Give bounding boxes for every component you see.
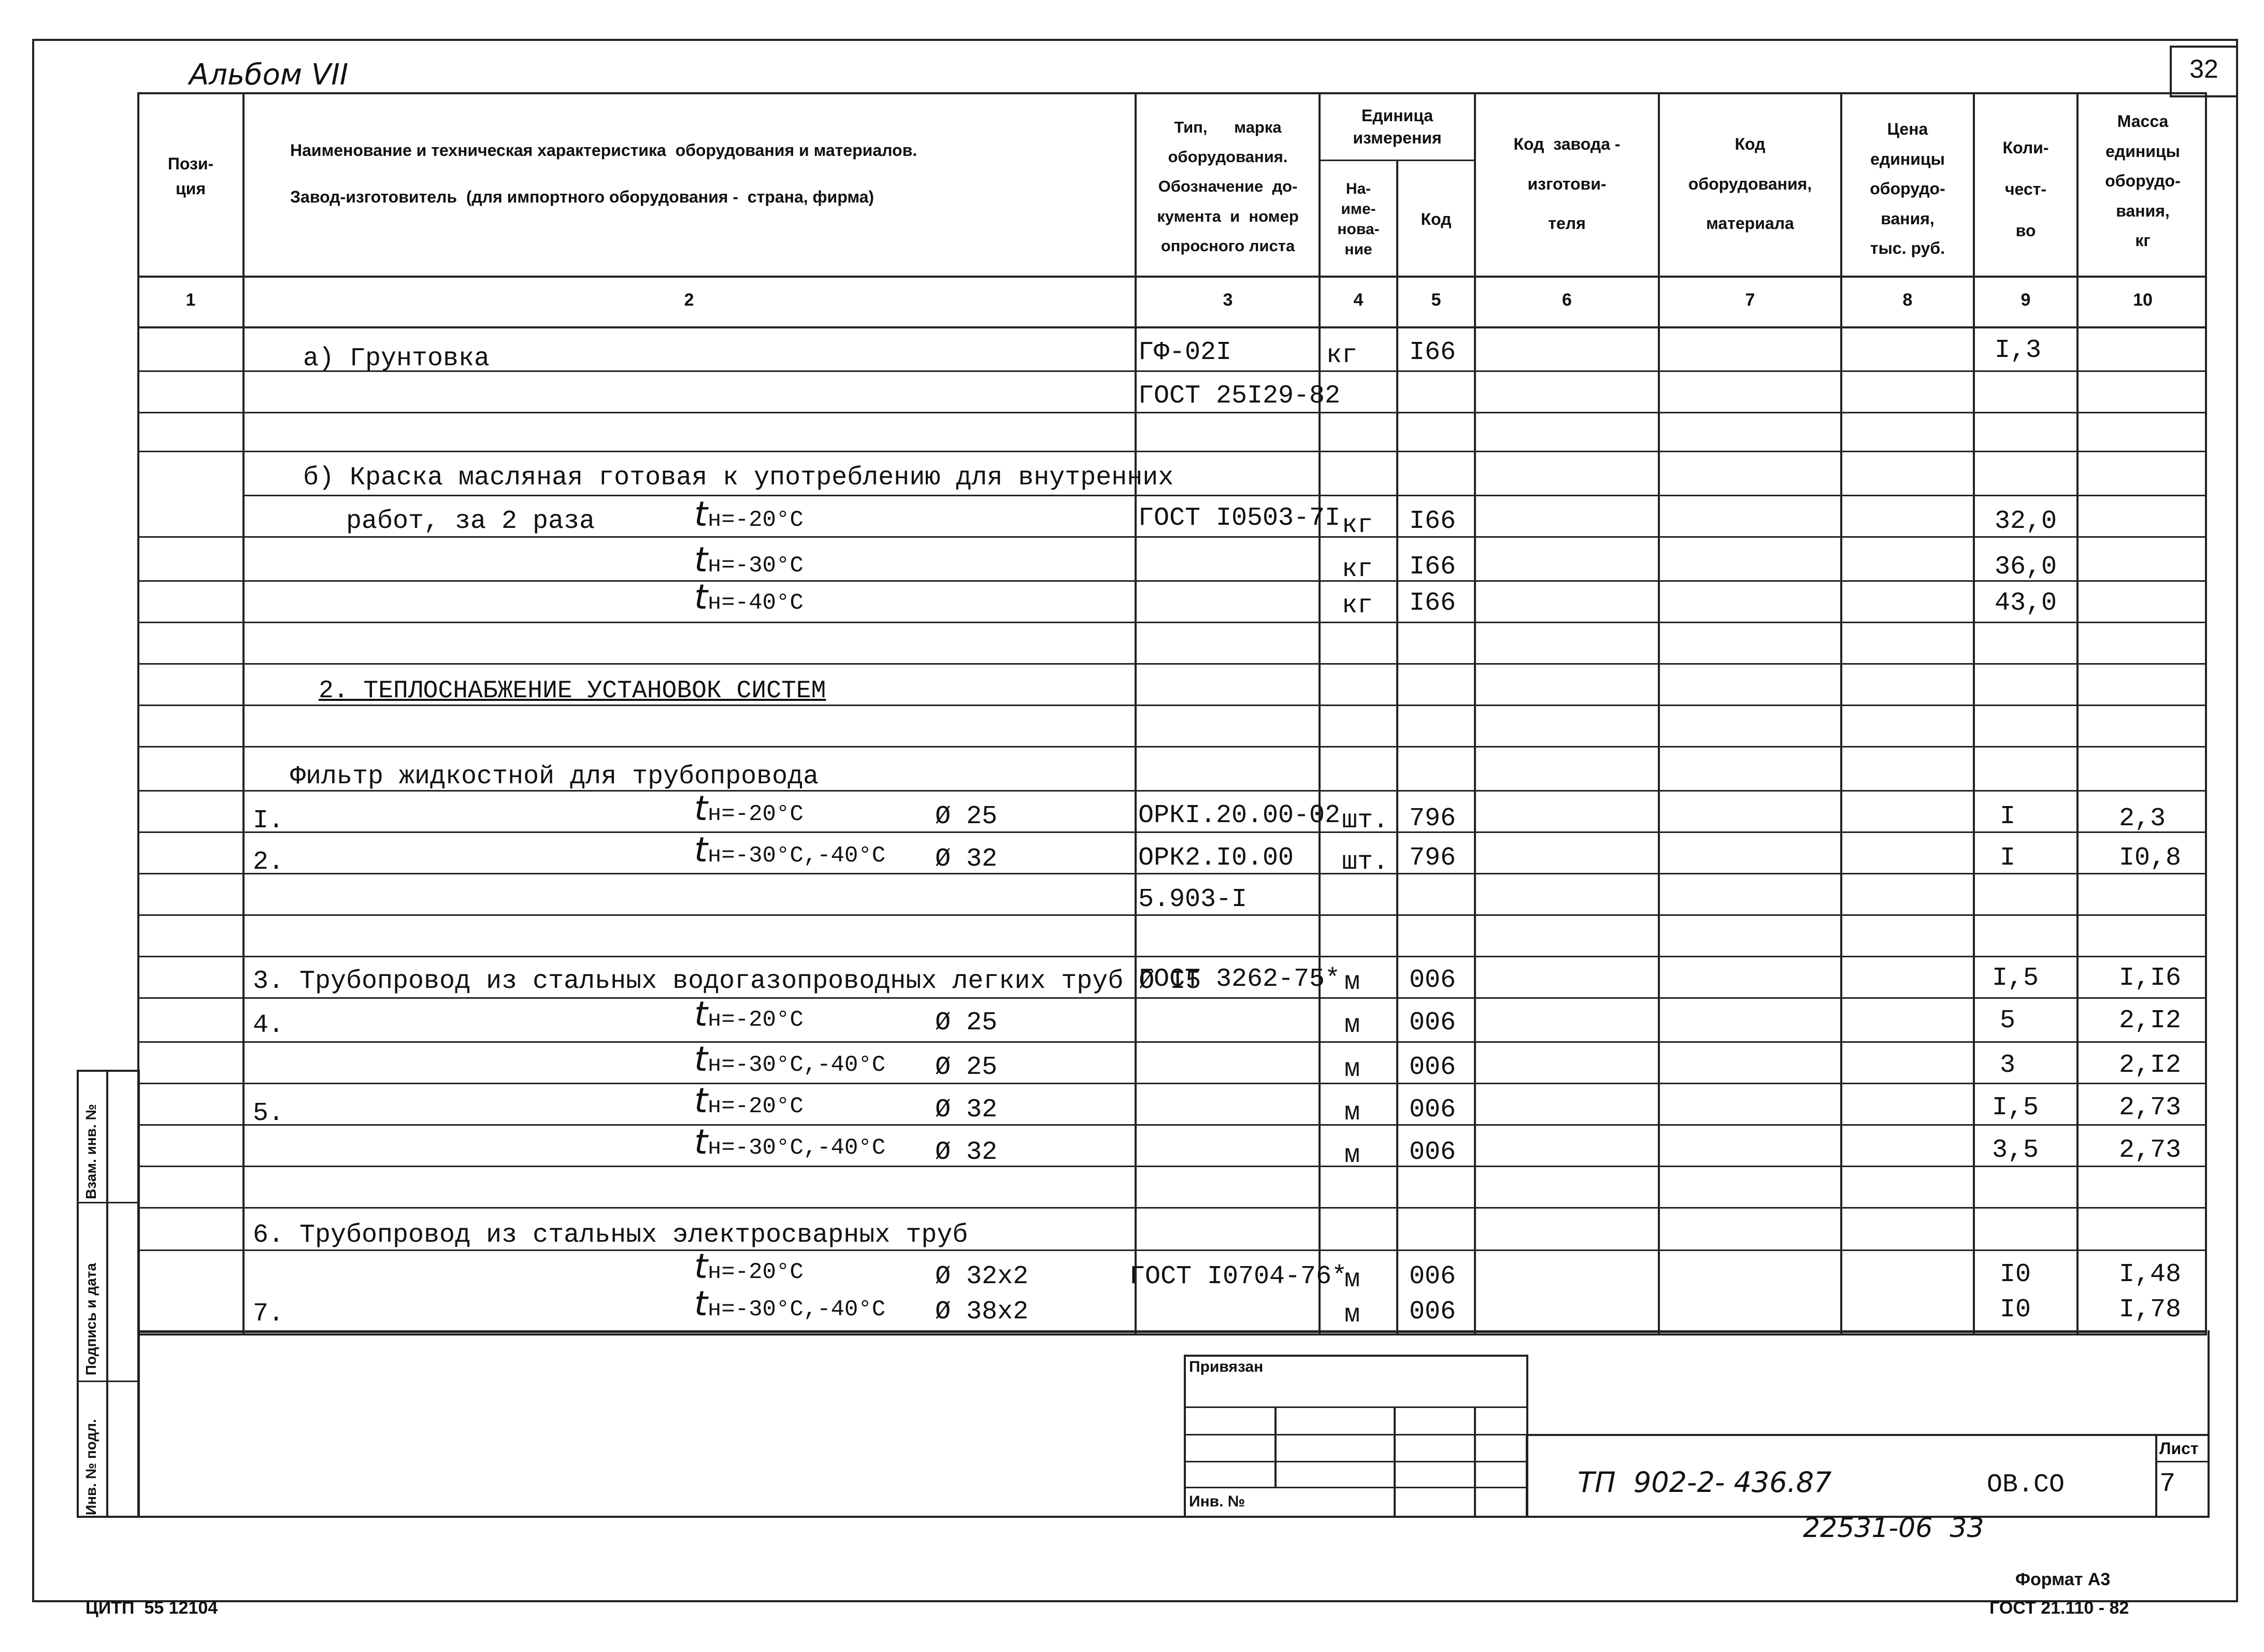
- row13-pos: 4.: [253, 1011, 284, 1040]
- row16-diameter: Ø 32: [935, 1138, 998, 1167]
- row18-unit: м: [1344, 1265, 1360, 1295]
- row-line: [137, 580, 2207, 582]
- row10-mass: I0,8: [2119, 843, 2182, 873]
- colnum-10: 10: [2133, 290, 2153, 310]
- header-name-line1: Наименование и техническая характеристика оборудования и материалов.: [290, 141, 918, 160]
- header-unit-name: На- име- нова- ние: [1337, 180, 1380, 258]
- stamp-line: [1184, 1434, 1528, 1435]
- row12-name: 3. Трубопровод из стальных водогазопроводных легких труб Ø I5: [253, 967, 1201, 996]
- header-type: Тип, марка оборудования. Обозначение до- кумента и номер опросного листа: [1157, 118, 1299, 255]
- row14-unit: м: [1344, 1055, 1360, 1084]
- row16-temp-value: н=-30°С,-40°С: [707, 1135, 886, 1161]
- colnum-7: 7: [1745, 290, 1755, 310]
- row-line: [137, 663, 2207, 665]
- row10-code: 796: [1409, 843, 1456, 873]
- footer-left: ЦИТП 55 12104: [85, 1598, 218, 1618]
- unit-group-line: [1319, 160, 1474, 161]
- row16-unit: м: [1344, 1141, 1360, 1170]
- spec-table: [137, 92, 2207, 1335]
- t-symbol: t: [694, 540, 708, 580]
- row15-temp: [694, 1081, 804, 1121]
- row13-mass: 2,I2: [2119, 1006, 2182, 1036]
- row-line: [137, 1166, 2207, 1167]
- row17-name: 6. Трубопровод из стальных электросварных труб: [253, 1220, 968, 1250]
- row10-unit: шт.: [1342, 847, 1389, 877]
- row14-code: 006: [1409, 1053, 1456, 1082]
- row12-unit: м: [1344, 968, 1360, 997]
- row9-temp: [694, 788, 804, 828]
- row19-temp-value: н=-30°С,-40°С: [707, 1297, 886, 1323]
- header-price: Цена единицы оборудо- вания, тыс. руб.: [1870, 120, 1945, 258]
- row19-qty: I0: [2000, 1295, 2031, 1325]
- row14-diameter: Ø 25: [935, 1053, 998, 1082]
- row-line: [137, 622, 2207, 623]
- col-line-3: [1319, 92, 1321, 1335]
- row14-mass: 2,I2: [2119, 1051, 2182, 1080]
- colnum-bottom-line: [137, 326, 2207, 328]
- row-line: [137, 997, 2207, 999]
- row2-type: ГОСТ 25I29-82: [1138, 381, 1341, 411]
- row-line: [137, 914, 2207, 916]
- album-label: Альбом VII: [189, 58, 349, 92]
- row5-code: I66: [1409, 552, 1456, 582]
- row18-mass: I,48: [2119, 1260, 2182, 1289]
- row-line: [137, 831, 2207, 833]
- side-strip-line: [77, 1202, 140, 1203]
- row14-qty: 3: [2000, 1051, 2016, 1080]
- row15-pos: 5.: [253, 1099, 284, 1128]
- row4-qty: 32,0: [1995, 507, 2057, 536]
- side-label-replaced-inv: Взам. инв. №: [83, 1104, 99, 1199]
- row8-name: Фильтр жидкостной для трубопровода: [290, 762, 819, 792]
- row13-qty: 5: [2000, 1006, 2016, 1036]
- header-unit-group: Единица измерения: [1353, 106, 1442, 147]
- row-line: [137, 412, 2207, 413]
- colnum-3: 3: [1223, 290, 1233, 310]
- row4-temp: [694, 494, 804, 534]
- row15-diameter: Ø 32: [935, 1095, 998, 1125]
- row10-type: ОРК2.I0.00: [1138, 843, 1294, 873]
- row6-temp-value: н=-40°С: [707, 590, 804, 616]
- colnum-4: 4: [1353, 290, 1364, 310]
- t-symbol: t: [694, 788, 708, 828]
- row19-temp: [694, 1284, 886, 1324]
- sheet-number: 7: [2159, 1469, 2176, 1499]
- side-label-inv-original: Инв. № подл.: [83, 1419, 99, 1515]
- row-line: [137, 1041, 2207, 1043]
- header-plant-code: Код завода - изготови- теля: [1513, 134, 1621, 233]
- row6-code: I66: [1409, 588, 1456, 618]
- stamp-vline: [1474, 1406, 1476, 1518]
- col-line-4: [1396, 160, 1398, 1335]
- row18-temp-value: н=-20°С: [707, 1259, 804, 1285]
- row12-code: 006: [1409, 966, 1456, 995]
- sheet-label: Лист: [2159, 1439, 2199, 1458]
- colnum-5: 5: [1431, 290, 1441, 310]
- row16-code: 006: [1409, 1138, 1456, 1167]
- t-symbol: t: [694, 1081, 708, 1121]
- t-symbol: t: [694, 1284, 708, 1324]
- row18-temp: [694, 1246, 804, 1286]
- title-block-divider: [2155, 1434, 2157, 1518]
- row6-unit: кг: [1342, 591, 1373, 621]
- row-line: [137, 956, 2207, 957]
- row15-qty: I,5: [1992, 1093, 2039, 1123]
- doc-code: ТП 902-2- 436.87: [1578, 1466, 1832, 1499]
- side-strip-divider: [106, 1070, 108, 1518]
- row14-temp-value: н=-30°С,-40°С: [707, 1052, 886, 1078]
- row12-mass: I,I6: [2119, 964, 2182, 993]
- page-number: 32: [2189, 54, 2218, 83]
- row18-diameter: Ø 32x2: [935, 1262, 1029, 1291]
- row1-code: I66: [1409, 338, 1456, 367]
- row15-unit: м: [1344, 1098, 1360, 1128]
- row10-diameter: Ø 32: [935, 844, 998, 874]
- inv-no-label: Инв. №: [1189, 1493, 1245, 1510]
- col-line-6: [1658, 92, 1660, 1335]
- row16-mass: 2,73: [2119, 1136, 2182, 1165]
- row13-temp-value: н=-20°С: [707, 1007, 804, 1033]
- stamp-vline: [1394, 1406, 1396, 1518]
- row-line: [137, 746, 2207, 748]
- header-equip-code: Код оборудования, материала: [1688, 134, 1812, 233]
- stamp-line: [1184, 1461, 1528, 1462]
- col-line-9: [2076, 92, 2079, 1335]
- row15-mass: 2,73: [2119, 1093, 2182, 1123]
- row-line: [137, 536, 2207, 538]
- t-symbol: t: [694, 994, 708, 1034]
- t-symbol: t: [694, 1039, 708, 1079]
- row19-diameter: Ø 38x2: [935, 1297, 1029, 1327]
- t-symbol: t: [694, 1122, 708, 1162]
- row5-temp-value: н=-30°С: [707, 553, 804, 579]
- row14-temp: [694, 1039, 886, 1079]
- row-line: [137, 1207, 2207, 1209]
- row4-name: работ, за 2 раза: [346, 507, 595, 536]
- t-symbol: t: [694, 494, 708, 534]
- footer-gost: ГОСТ 21.110 - 82: [1989, 1598, 2129, 1618]
- row1-type: ГФ-02I: [1138, 338, 1232, 367]
- row-line: [137, 1083, 2207, 1084]
- row1-unit: кг: [1326, 341, 1358, 370]
- row10-qty: I: [2000, 843, 2016, 873]
- colnum-9: 9: [2021, 290, 2031, 310]
- row-line: [137, 1124, 2207, 1126]
- row6-temp: [694, 577, 804, 617]
- row9-diameter: Ø 25: [935, 802, 998, 831]
- row12-type: ГОСТ 3262-75*: [1138, 965, 1341, 994]
- row13-code: 006: [1409, 1008, 1456, 1038]
- stamp-vline: [1274, 1406, 1277, 1487]
- title-block-sheet-line: [2155, 1461, 2210, 1462]
- row4-unit: кг: [1342, 511, 1373, 540]
- t-symbol: t: [694, 1246, 708, 1286]
- row10-temp: [694, 830, 886, 870]
- header-mass: Масса единицы оборудо- вания, кг: [2105, 112, 2181, 250]
- row9-qty: I: [2000, 802, 2016, 831]
- row9-mass: 2,3: [2119, 804, 2166, 834]
- col-line-7: [1840, 92, 1842, 1335]
- row19-pos: 7.: [253, 1299, 284, 1329]
- row13-temp: [694, 994, 804, 1034]
- col-line-2: [1135, 92, 1137, 1335]
- row9-unit: шт.: [1342, 806, 1389, 836]
- row5-qty: 36,0: [1995, 552, 2057, 582]
- header-unit-code: Код: [1421, 209, 1452, 228]
- t-symbol: t: [694, 830, 708, 870]
- colnum-2: 2: [684, 290, 694, 310]
- header-position: Пози- ция: [167, 154, 214, 198]
- row4-code: I66: [1409, 507, 1456, 536]
- col-line-8: [1973, 92, 1975, 1335]
- row3-name: б) Краска масляная готовая к употреблению для внутренних: [303, 463, 1174, 493]
- row-line: [137, 873, 2207, 874]
- row12-qty: I,5: [1992, 964, 2039, 993]
- row18-type: ГОСТ I0704-76*: [1129, 1262, 1348, 1291]
- stamp-line: [1184, 1406, 1528, 1408]
- stamp-line: [1184, 1487, 1528, 1488]
- t-symbol: t: [694, 577, 708, 617]
- row9-type: ОРКI.20.00-02: [1138, 801, 1341, 830]
- row18-qty: I0: [2000, 1260, 2031, 1289]
- side-strip-line: [77, 1381, 140, 1382]
- colnum-1: 1: [185, 290, 196, 310]
- privyazan-label: Привязан: [1189, 1358, 1264, 1375]
- row9-pos: I.: [253, 806, 284, 836]
- col-line-5: [1474, 92, 1476, 1335]
- row13-unit: м: [1344, 1011, 1360, 1040]
- side-label-signature-date: Подпись и дата: [83, 1263, 99, 1375]
- row5-temp: [694, 540, 804, 580]
- row11-type: 5.903-I: [1138, 885, 1248, 914]
- row19-unit: м: [1344, 1300, 1360, 1330]
- handwritten-number: 22531-06 33: [1803, 1513, 1984, 1544]
- row9-temp-value: н=-20°С: [707, 801, 804, 827]
- row18-code: 006: [1409, 1262, 1456, 1291]
- row4-type: ГОСТ I0503-7I: [1138, 504, 1341, 533]
- row1-qty: I,3: [1995, 336, 2042, 365]
- colnum-8: 8: [1902, 290, 1913, 310]
- row16-temp: [694, 1122, 886, 1162]
- row13-diameter: Ø 25: [935, 1008, 998, 1038]
- row4-temp-value: н=-20°С: [707, 507, 804, 533]
- row16-qty: 3,5: [1992, 1136, 2039, 1165]
- col-line-1: [242, 92, 245, 1335]
- header-quantity: Коли- чест- во: [2002, 138, 2049, 240]
- header-bottom-line: [137, 276, 2207, 278]
- row10-pos: 2.: [253, 847, 284, 877]
- footer-format: Формат А3: [2015, 1570, 2111, 1589]
- row10-temp-value: н=-30°С,-40°С: [707, 843, 886, 869]
- row9-code: 796: [1409, 804, 1456, 834]
- row6-qty: 43,0: [1995, 588, 2057, 618]
- row19-mass: I,78: [2119, 1295, 2182, 1325]
- row5-unit: кг: [1342, 555, 1373, 584]
- row-line: [242, 495, 2207, 496]
- row15-code: 006: [1409, 1095, 1456, 1125]
- section-title: 2. ТЕПЛОСНАБЖЕНИЕ УСТАНОВОК СИСТЕМ: [319, 677, 826, 705]
- row19-code: 006: [1409, 1297, 1456, 1327]
- colnum-6: 6: [1562, 290, 1572, 310]
- header-name-line2: Завод-изготовитель (для импортного оборудования - страна, фирма): [290, 188, 875, 206]
- row15-temp-value: н=-20°С: [707, 1094, 804, 1119]
- row-line: [137, 451, 2207, 452]
- row1-name: а) Грунтовка: [303, 344, 490, 374]
- section-code: ОВ.СО: [1987, 1470, 2065, 1500]
